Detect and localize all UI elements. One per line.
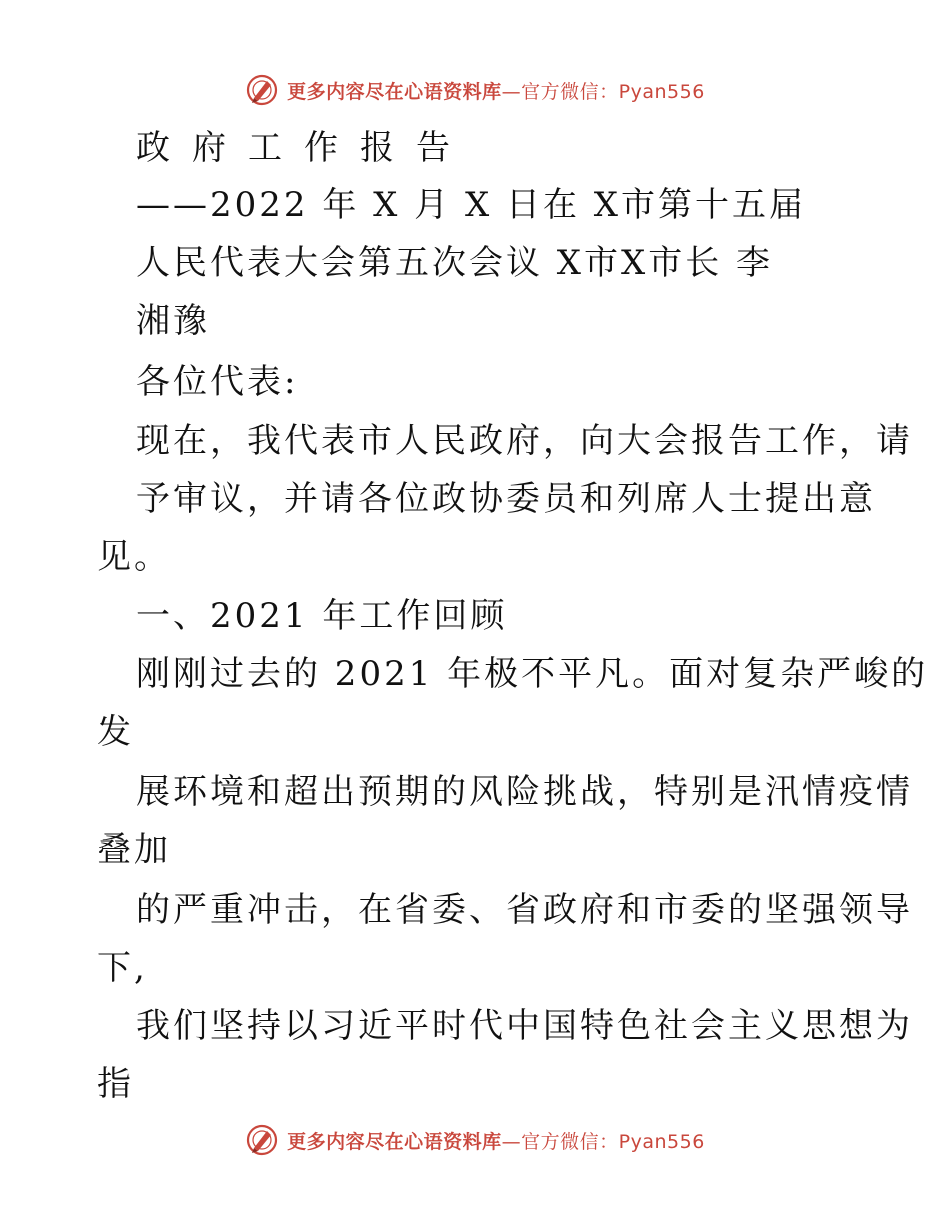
subtitle-line-1: ——2022 年 X 月 X 日在 X市第十五届 bbox=[136, 185, 806, 225]
paragraph-2-line-4: 叠加 bbox=[97, 830, 171, 870]
paragraph-2-line-6: 下, bbox=[97, 948, 148, 988]
paragraph-2-line-1: 刚刚过去的 2021 年极不平凡。面对复杂严峻的 bbox=[136, 654, 929, 694]
watermark-text: 更多内容尽在心语资料库—官方微信：Pyan556 bbox=[287, 80, 705, 103]
document-title: 政府工作报告 bbox=[136, 128, 472, 168]
salutation: 各位代表: bbox=[136, 362, 299, 402]
paragraph-2-line-3: 展环境和超出预期的风险挑战，特别是汛情疫情 bbox=[136, 772, 913, 812]
paragraph-1-line-1: 现在，我代表市人民政府，向大会报告工作，请 bbox=[136, 421, 913, 461]
paragraph-2-line-5: 的严重冲击，在省委、省政府和市委的坚强领导 bbox=[136, 890, 913, 930]
subtitle-line-3: 湘豫 bbox=[136, 301, 210, 341]
paragraph-1-line-3: 见。 bbox=[97, 537, 171, 577]
paragraph-2-line-2: 发 bbox=[97, 712, 134, 752]
footer-watermark bbox=[0, 1120, 950, 1160]
paragraph-2-line-8: 指 bbox=[97, 1064, 134, 1104]
paragraph-1-line-2: 予审议，并请各位政协委员和列席人士提出意 bbox=[136, 479, 876, 519]
section-heading: 一、2021 年工作回顾 bbox=[136, 596, 508, 636]
subtitle-line-2: 人民代表大会第五次会议 X市X市长 李 bbox=[136, 243, 774, 283]
pen-logo-icon bbox=[245, 1123, 279, 1157]
paragraph-2-line-7: 我们坚持以习近平时代中国特色社会主义思想为 bbox=[136, 1006, 913, 1046]
watermark-text: 更多内容尽在心语资料库—官方微信：Pyan556 bbox=[287, 1130, 705, 1153]
